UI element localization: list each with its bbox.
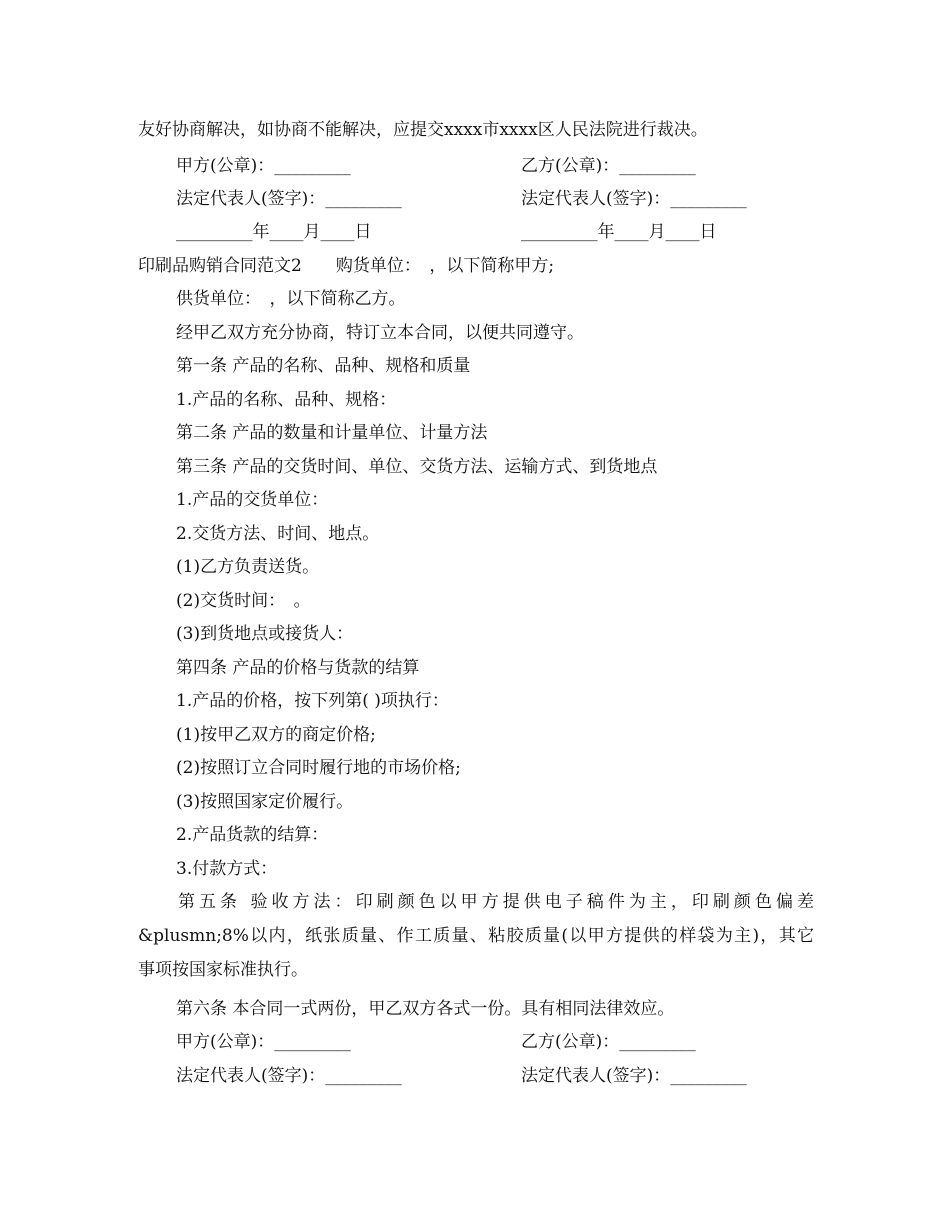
supplier-line: 供货单位： ，以下简称乙方。 xyxy=(176,289,406,309)
article-4-item-2: 2.产品货款的结算： xyxy=(176,825,329,845)
article-6-text: 第六条 本合同一式两份，甲乙双方各式一份。具有相同法律效应。 xyxy=(176,999,675,1019)
article-4-sub-1: (1)按甲乙双方的商定价格; xyxy=(176,725,376,745)
article-5-line-1: 第五条 验收方法：印刷颜色以甲方提供电子稿件为主，印刷颜色偏差 xyxy=(178,892,814,912)
article-1-item-1: 1.产品的名称、品种、规格： xyxy=(176,390,397,410)
party-b-representative-line: 法定代表人(签字)：_________ xyxy=(521,189,747,209)
party-a-date-line: _________年____月____日 xyxy=(176,222,372,242)
party-b-seal-line: 乙方(公章)：_________ xyxy=(521,156,696,176)
article-4-item-1: 1.产品的价格，按下列第( )项执行： xyxy=(176,691,449,711)
party-a-seal-line-2: 甲方(公章)：_________ xyxy=(176,1032,351,1052)
article-3-sub-3: (3)到货地点或接货人： xyxy=(176,624,354,644)
article-5-line-3: 事项按国家标准执行。 xyxy=(138,960,308,980)
party-a-representative-line-2: 法定代表人(签字)：_________ xyxy=(176,1066,402,1086)
article-1-heading: 第一条 产品的名称、品种、规格和质量 xyxy=(176,356,471,376)
party-b-date-line: _________年____月____日 xyxy=(521,222,717,242)
article-4-sub-3: (3)按照国家定价履行。 xyxy=(176,792,354,812)
article-4-item-3: 3.付款方式： xyxy=(176,859,278,879)
article-3-item-1: 1.产品的交货单位： xyxy=(176,490,329,510)
article-5-line-2: &plusmn;8%以内，纸张质量、作工质量、粘胶质量(以甲方提供的样袋为主)，其它 xyxy=(138,926,814,946)
contract-title-buyer: 印刷品购销合同范文2 购货单位： ，以下简称甲方; xyxy=(138,256,555,276)
article-3-heading: 第三条 产品的交货时间、单位、交货方法、运输方式、到货地点 xyxy=(176,457,658,477)
article-3-sub-2: (2)交货时间： 。 xyxy=(176,591,311,611)
article-4-sub-2: (2)按照订立合同时履行地的市场价格; xyxy=(176,758,461,778)
party-b-representative-line-2: 法定代表人(签字)：_________ xyxy=(521,1066,747,1086)
party-a-representative-line: 法定代表人(签字)：_________ xyxy=(176,189,402,209)
article-3-sub-1: (1)乙方负责送货。 xyxy=(176,557,320,577)
paragraph-dispute-resolution: 友好协商解决，如协商不能解决，应提交xxxx市xxxx区人民法院进行裁决。 xyxy=(138,120,708,140)
article-3-item-2: 2.交货方法、时间、地点。 xyxy=(176,524,380,544)
agreement-intro: 经甲乙双方充分协商，特订立本合同，以便共同遵守。 xyxy=(176,323,584,343)
article-4-heading: 第四条 产品的价格与货款的结算 xyxy=(176,658,420,678)
article-2-heading: 第二条 产品的数量和计量单位、计量方法 xyxy=(176,423,488,443)
party-a-seal-line: 甲方(公章)：_________ xyxy=(176,156,351,176)
party-b-seal-line-2: 乙方(公章)：_________ xyxy=(521,1032,696,1052)
